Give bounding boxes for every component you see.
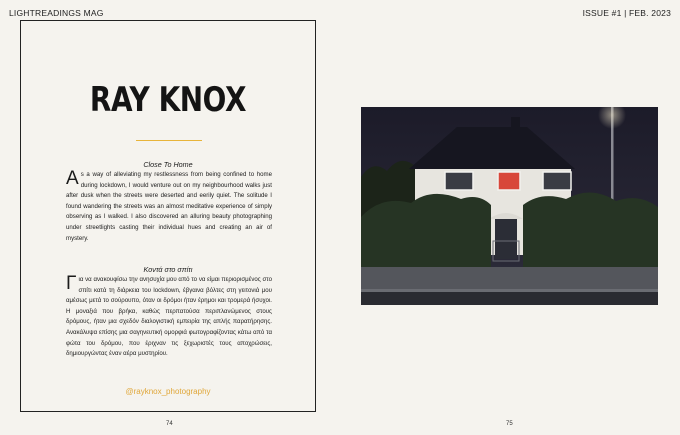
issue-label: ISSUE #1 | FEB. 2023 (582, 8, 671, 18)
greek-drop-cap: Γ (66, 273, 77, 294)
window-left (445, 172, 473, 190)
magazine-name: LIGHTREADINGS MAG (9, 8, 104, 18)
english-heading: Close To Home (143, 160, 193, 169)
front-door (495, 219, 517, 259)
english-drop-cap: A (66, 168, 79, 189)
page-number-left: 74 (166, 421, 173, 427)
greek-body-text: ια να ανακουφίσω την ανησυχία μου από το να είμαι περιορισμένος στο σπίτι κατά τη διάρκεια του lockdown, έβγαινα βόλτες στη γειτονιά μου αμέσως μετά το σούρουπο, όταν οι δρόμοι ήταν έρημοι και τρομερά ήσυχοι. Η μοναξιά που βρήκα, καθώς περπατούσα περιπλανώμενος στους δρόμους, ήταν μια σχεδόν διαλογιστική εμπειρία της απλής παρατήρησης. Ανακάλυψα επίσης μια σαγηνευτική ομορφιά φωτογραφίζοντας κάτω από τα φώτα του δρόμου, που έριχναν τις ξεχωριστές τους αποχρώσεις, δημιουργώντας έναν αέρα μυστηρίου. (66, 276, 272, 358)
window-right (543, 172, 571, 190)
greek-heading: Κοντά στο σπίτι (143, 265, 193, 274)
road (361, 292, 658, 305)
hedge-left (361, 194, 491, 272)
title-divider (136, 140, 202, 141)
article-title: RAY KNOX (89, 80, 247, 120)
page-number-right: 75 (506, 421, 513, 427)
english-paragraph (66, 170, 272, 244)
window-lit (498, 172, 520, 190)
hedge-right (523, 192, 658, 272)
house-chimney (511, 117, 520, 131)
pavement (361, 267, 658, 291)
kerb (361, 289, 658, 292)
house-at-dusk-photo (361, 107, 658, 305)
english-body-text: s a way of alleviating my restlessness from being confined to home during lockdown, I would venture out on my neighbourhood walks just after dusk when the streets were deserted and eerily quiet. The solitude I found wandering the streets was an almost meditative experience of simply observing as I walked. I also discovered an alluring beauty photographing under streetlights casting their individual hues and creating an air of mystery. (66, 171, 272, 242)
photographer-handle[interactable]: @rayknox_photography (125, 387, 211, 396)
greek-paragraph (66, 275, 272, 360)
